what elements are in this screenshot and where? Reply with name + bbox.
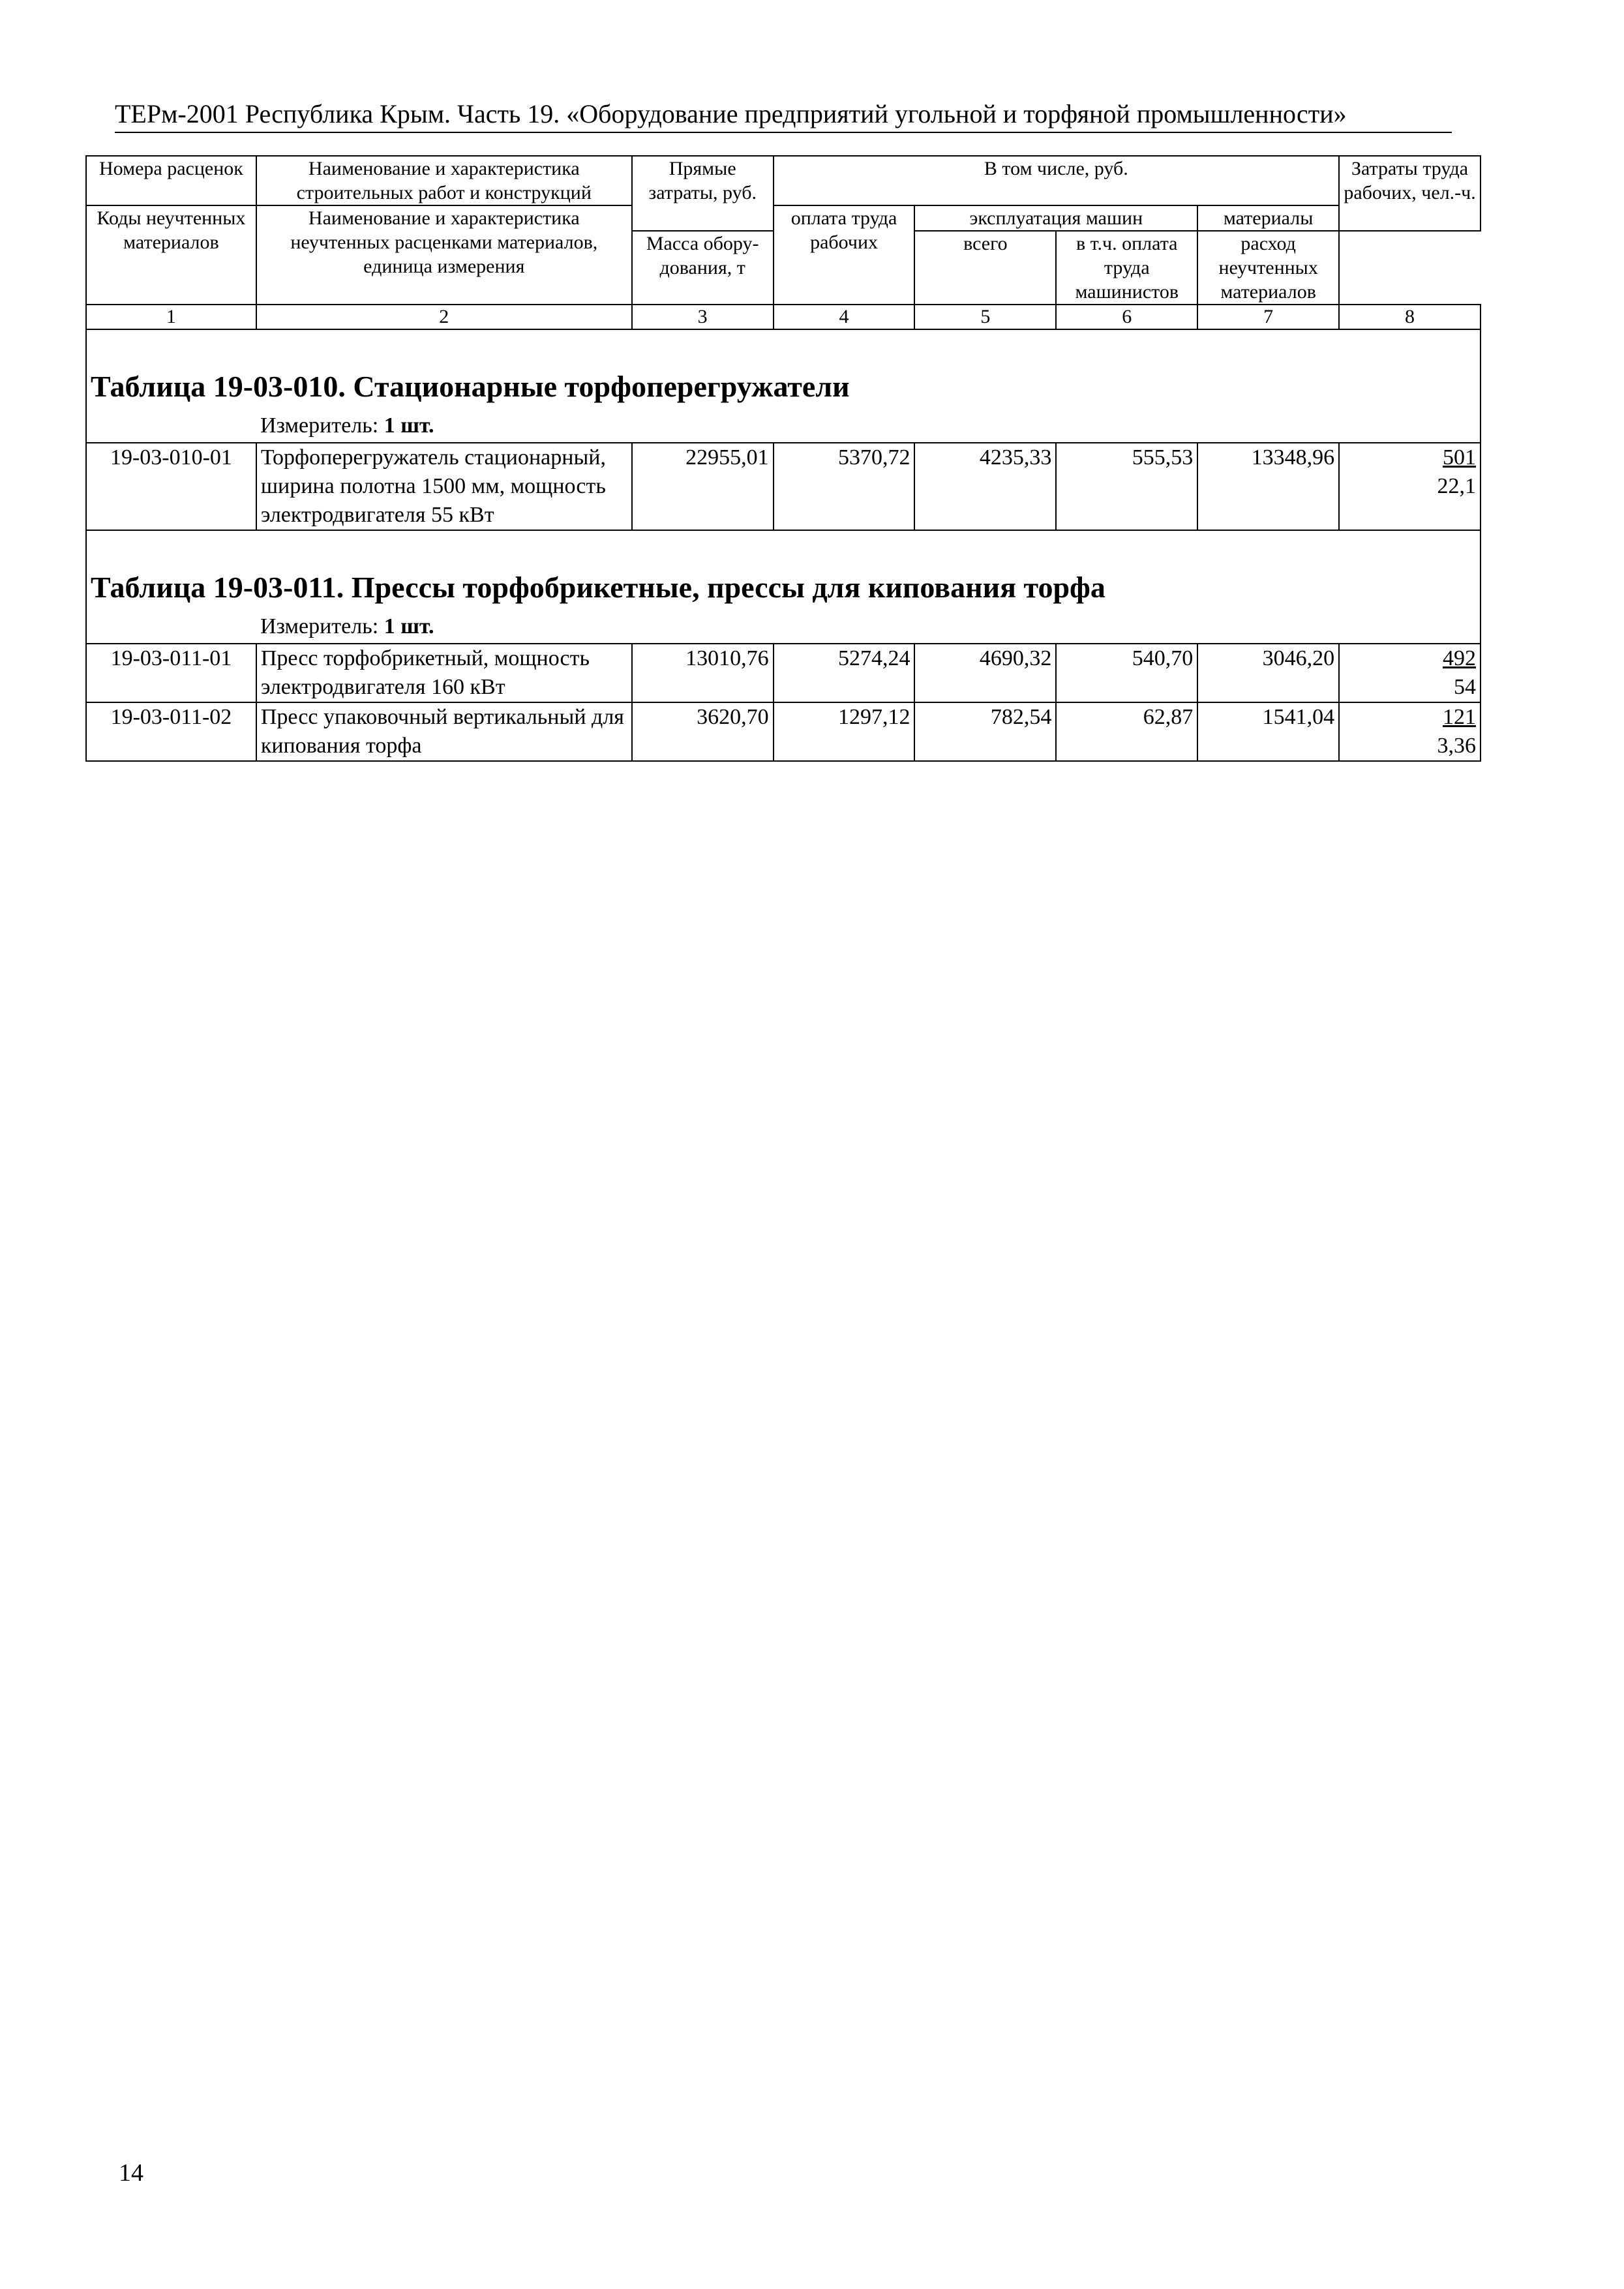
col1-header-top: Номера расценок (86, 156, 256, 205)
machinists-pay: 540,70 (1056, 644, 1197, 702)
unit-label: Измеритель: (260, 614, 379, 638)
column-number: 3 (632, 305, 774, 329)
labor-pay: 1297,12 (774, 702, 915, 761)
materials-cost: 13348,96 (1197, 443, 1339, 530)
page-number: 14 (119, 2159, 143, 2187)
rates-table (85, 155, 1481, 762)
section-unit (91, 613, 1476, 640)
rate-name: Пресс упаковочный вертикальный для кипования торфа (256, 702, 632, 761)
column-number: 5 (914, 305, 1056, 329)
column-number: 8 (1339, 305, 1481, 329)
labor-and-mass (1339, 443, 1481, 530)
including-header: В том числе, руб. (774, 156, 1339, 205)
col3-header: Прямые затраты, руб. (632, 156, 774, 231)
section-heading-row (86, 530, 1481, 644)
labor-and-mass (1339, 644, 1481, 702)
labor-pay: 5274,24 (774, 644, 915, 702)
materials-header: материалы (1197, 205, 1339, 231)
machines-total: 4235,33 (914, 443, 1056, 530)
machinists-pay: 555,53 (1056, 443, 1197, 530)
equipment-mass: 3,36 (1437, 734, 1476, 758)
rate-code: 19-03-011-01 (86, 644, 256, 702)
column-number: 1 (86, 305, 256, 329)
col4-header: оплата труда рабочих (774, 205, 915, 305)
section-title: Таблица 19-03-011. Прессы торфобрикетные, прессы для кипования торфа (91, 571, 1105, 604)
col6-header: в т.ч. оплата труда машинистов (1056, 231, 1197, 305)
equipment-mass: 22,1 (1437, 474, 1476, 498)
labor-pay: 5370,72 (774, 443, 915, 530)
section-title: Таблица 19-03-010. Стационарные торфоперегружатели (91, 370, 850, 403)
equipment-mass: 54 (1454, 675, 1476, 699)
labor-hours: 492 (1443, 646, 1476, 670)
rate-name: Торфоперегружатель стационарный, ширина полотна 1500 мм, мощность электродвигателя 55 кВт (256, 443, 632, 530)
machines-header: эксплуатация машин (914, 205, 1197, 231)
running-header: ТЕРм-2001 Республика Крым. Часть 19. «Оборудование предприятий угольной и торфяной промышленности» (115, 98, 1452, 133)
rate-code: 19-03-010-01 (86, 443, 256, 530)
col2-header-top: Наименование и характеристика строительных работ и конструкций (256, 156, 632, 205)
section-heading-row (86, 329, 1481, 443)
col7-header: расход неучтенных материалов (1197, 231, 1339, 305)
machines-total: 782,54 (914, 702, 1056, 761)
table-row (86, 702, 1481, 761)
header-row-1 (86, 156, 1481, 205)
column-number: 2 (256, 305, 632, 329)
direct-costs: 22955,01 (632, 443, 774, 530)
materials-cost: 1541,04 (1197, 702, 1339, 761)
machines-total: 4690,32 (914, 644, 1056, 702)
unit-value: 1 шт. (383, 614, 434, 638)
materials-cost: 3046,20 (1197, 644, 1339, 702)
rate-code: 19-03-011-02 (86, 702, 256, 761)
col2-header-bottom: Наименование и характеристика неучтенных расценками материалов, единица измерения (256, 205, 632, 305)
header-row-2 (86, 205, 1481, 231)
labor-hours: 501 (1443, 445, 1476, 470)
column-number: 7 (1197, 305, 1339, 329)
column-number: 4 (774, 305, 915, 329)
section-unit (91, 412, 1476, 440)
table-row (86, 443, 1481, 530)
col5-header: всего (914, 231, 1056, 305)
table-row (86, 644, 1481, 702)
col8-header-bottom: Масса обору-дования, т (632, 231, 774, 305)
column-numbers-row (86, 305, 1481, 329)
labor-and-mass (1339, 702, 1481, 761)
direct-costs: 13010,76 (632, 644, 774, 702)
direct-costs: 3620,70 (632, 702, 774, 761)
unit-value: 1 шт. (383, 413, 434, 438)
labor-hours: 121 (1443, 705, 1476, 729)
col8-header-top: Затраты труда рабочих, чел.-ч. (1339, 156, 1481, 231)
unit-label: Измеритель: (260, 413, 379, 438)
column-number: 6 (1056, 305, 1197, 329)
col1-header-bottom: Коды неучтенных материалов (86, 205, 256, 305)
rate-name: Пресс торфобрикетный, мощность электродвигателя 160 кВт (256, 644, 632, 702)
machinists-pay: 62,87 (1056, 702, 1197, 761)
